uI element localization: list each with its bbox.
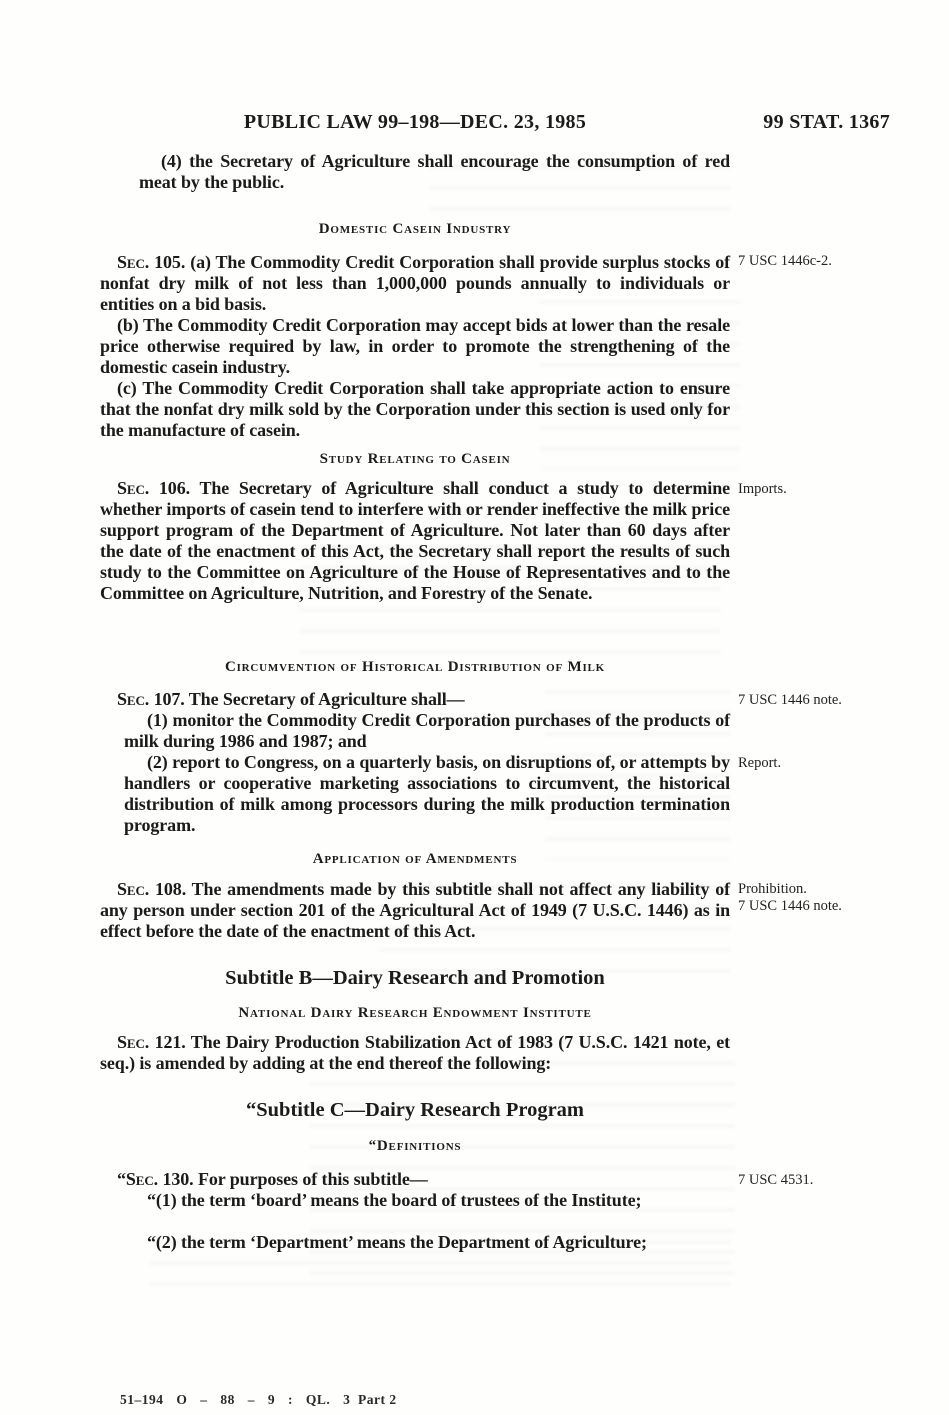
paragraph-sec-107-intro	[100, 689, 730, 710]
section-number-107: Sec. 107.	[117, 689, 185, 709]
sec-108-text: The amendments made by this subtitle shall not affect any liability of any person under section 201 of the Agricultural Act of 1949 (7 U.S.C. 1446) as in effect before the date of the enactment of this Act.	[100, 879, 731, 941]
paragraph-sec-130-item-1: “(1) the term ‘board’ means the board of trustees of the Institute;	[147, 1190, 642, 1210]
paragraph-sec-108	[100, 879, 730, 942]
margin-note-7-usc-1446c-2: 7 USC 1446c-2.	[738, 253, 832, 269]
subtitle-c-heading: “Subtitle C—Dairy Research Program	[245, 1099, 584, 1121]
section-number-105: Sec. 105.	[117, 252, 186, 272]
paragraph-4-red-meat: (4) the Secretary of Agriculture shall encourage the consumption of red meat by the public.	[139, 151, 730, 192]
page-header-law-title: PUBLIC LAW 99–198—DEC. 23, 1985	[243, 111, 587, 133]
section-number-106: Sec. 106.	[117, 478, 191, 498]
paragraph-sec-121	[100, 1032, 730, 1074]
paragraph-sec-107-item-2: (2) report to Congress, on a quarterly basis, on disruptions of, or attempts by handlers or cooperative marketing associations to circumvent, the historical distribution of milk among processors during the milk production termination program.	[124, 752, 730, 835]
section-number-108: Sec. 108.	[117, 879, 187, 899]
section-heading-domestic-casein-industry: Domestic Casein Industry	[318, 221, 512, 237]
sec-107-intro-text: The Secretary of Agriculture shall—	[188, 689, 465, 709]
section-heading-national-dairy-endowment: National Dairy Research Endowment Institute	[238, 1005, 592, 1021]
paragraph-sec-106	[100, 478, 730, 604]
section-heading-definitions: “Definitions	[368, 1138, 462, 1154]
margin-note-7-usc-1446-note-107: 7 USC 1446 note.	[738, 692, 842, 708]
margin-note-imports: Imports.	[738, 481, 787, 497]
subtitle-b-heading: Subtitle B—Dairy Research and Promotion	[225, 967, 605, 989]
sec-105a-text: (a) The Commodity Credit Corporation shall provide surplus stocks of nonfat dry milk of not less than 1,000,000 pounds annually to individuals or entities on a bid basis.	[100, 252, 730, 314]
margin-note-report: Report.	[738, 755, 782, 771]
section-heading-study-relating-to-casein: Study Relating to Casein	[319, 451, 511, 467]
margin-note-7-usc-4531: 7 USC 4531.	[738, 1172, 814, 1188]
sec-106-text: The Secretary of Agriculture shall conduct a study to determine whether imports of casein tend to interfere with or render ineffective the milk price support program of the Department of Agriculture. Not later than 60 days after the date of the enactment of this Act, the Secretary shall report the results of such study to the Committee on Agriculture of the House of Representatives and to the Committee on Agriculture, Nutrition, and Forestry of the Senate.	[100, 478, 730, 603]
section-number-130: “Sec. 130.	[117, 1169, 194, 1189]
section-heading-circumvention: Circumvention of Historical Distribution of Milk	[224, 659, 606, 675]
paragraph-sec-130-item-2: “(2) the term ‘Department’ means the Department of Agriculture;	[147, 1232, 647, 1252]
footer-part-number: Part 2	[358, 1392, 397, 1407]
sec-130-intro-text: For purposes of this subtitle—	[197, 1169, 428, 1189]
paragraph-sec-105c: (c) The Commodity Credit Corporation shall take appropriate action to ensure that the nonfat dry milk sold by the Corporation under this section is used only for the manufacture of casein.	[100, 378, 730, 440]
sec-121-text: The Dairy Production Stabilization Act of 1983 (7 U.S.C. 1421 note, et seq.) is amended by adding at the end thereof the following:	[100, 1032, 731, 1073]
footer-print-imprint: 51–194 O – 88 – 9 : QL. 3	[120, 1392, 351, 1407]
paragraph-sec-105a	[100, 252, 730, 315]
page-header-stat-number: 99 STAT. 1367	[763, 111, 890, 133]
paragraph-sec-105b: (b) The Commodity Credit Corporation may accept bids at lower than the resale price otherwise required by law, in order to promote the strengthening of the domestic casein industry.	[100, 315, 730, 377]
section-number-121: Sec. 121.	[117, 1032, 186, 1052]
margin-note-prohibition: Prohibition.	[738, 881, 807, 897]
paragraph-sec-130-intro	[100, 1169, 730, 1190]
section-heading-application-of-amendments: Application of Amendments	[312, 851, 518, 867]
paragraph-sec-107-item-1: (1) monitor the Commodity Credit Corporation purchases of the products of milk during 1986 and 1987; and	[124, 710, 730, 751]
margin-note-7-usc-1446-note-108: 7 USC 1446 note.	[738, 898, 842, 914]
